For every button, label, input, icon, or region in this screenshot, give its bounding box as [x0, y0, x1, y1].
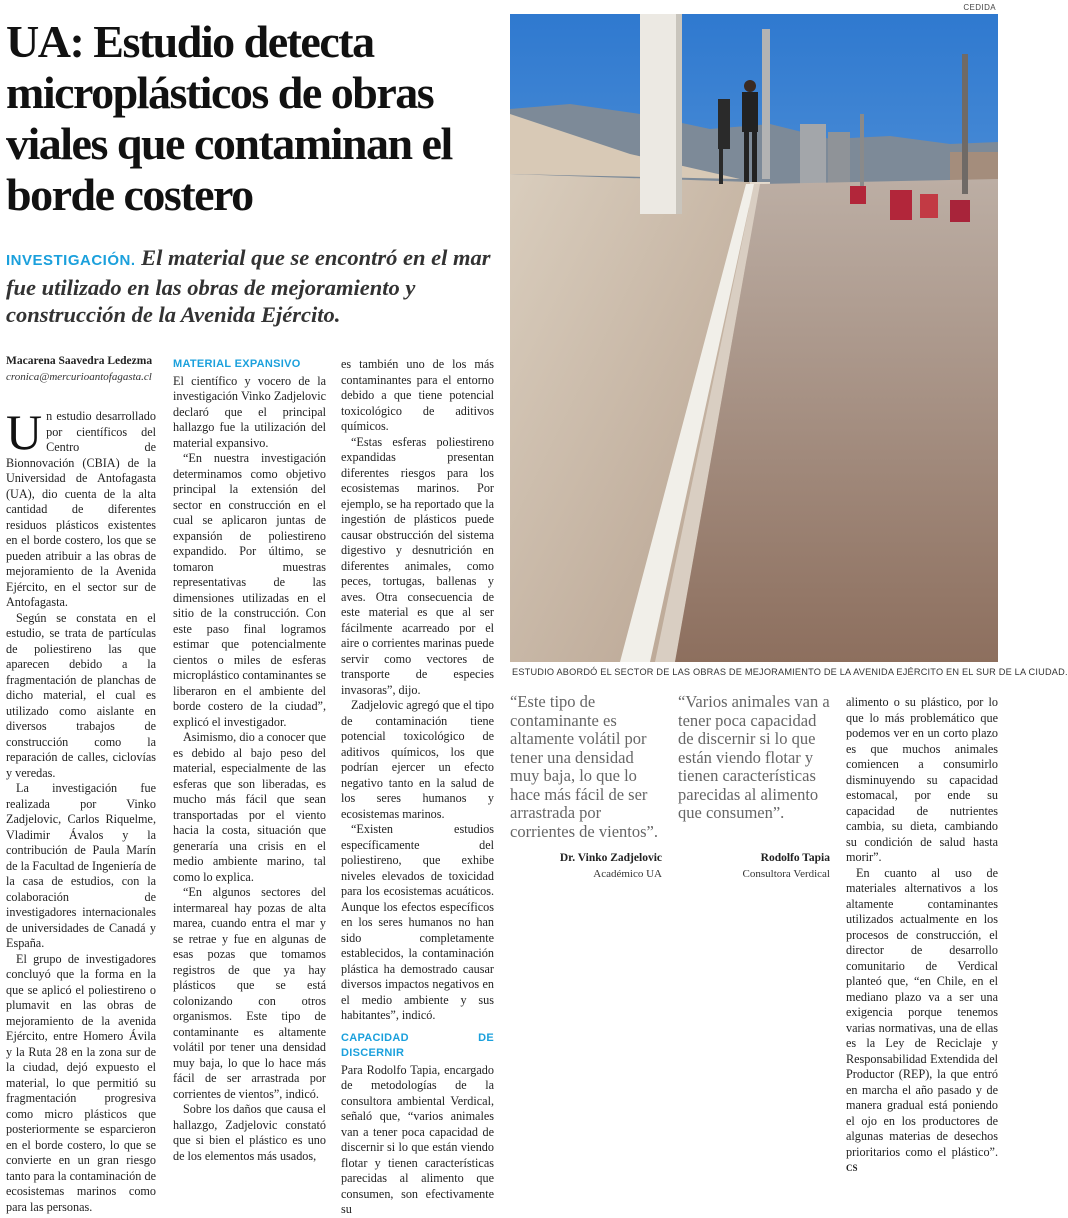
- building: [800, 124, 826, 184]
- article-paragraph: Un estudio desarrollado por científicos del Centro de Bionnovación (CBIA) de la Universidad de Antofagasta (UA), dio cuenta de la alta cantidad de diferentes residuos plásticos existentes en el borde costero, los que se pueden atribuir a las obras de mejoramiento de la Avenida Ejército, en el sector sur de Antofagasta.: [6, 404, 156, 609]
- article-paragraph: Zadjelovic agregó que el tipo de contaminación tiene potencial toxicológico de aditivos químicos, los que podrían ejercer un efecto negativo tanto en la salud de los seres humanos y ecosistemas marinos.: [341, 698, 494, 821]
- article-paragraph: alimento o su plástico, por lo que lo más problemático que podemos ver en un corto plazo es que muchos animales comiencen a consumirlo disminuyendo su capacidad estomacal, por ende su capacidad de nutrientes cambia, su dieta, cambiando su condición de salud hasta morir”.: [846, 695, 998, 864]
- photo-caption: ESTUDIO ABORDÓ EL SECTOR DE LAS OBRAS DE MEJORAMIENTO DE LA AVENIDA EJÉRCITO EN EL SUR DE LA CIUDAD.: [512, 667, 1068, 677]
- article-paragraph: Según se constata en el estudio, se trata de partículas de poliestireno las que aparecen debido a la fragmentación de planchas de dicho material, el cual es utilizado como aislante en diversos trabajos de construcción como la reparación de calles, ciclovías y veredas.: [6, 610, 156, 780]
- deck-text: El material que se encontró en el mar fue utilizado en las obras de mejoramiento y construcción de la Avenida Ejército.: [6, 245, 491, 327]
- article-paragraph: El científico y vocero de la investigación Vinko Zadjelovic declaró que el principal hallazgo fue la utilización del material expansivo.: [173, 373, 326, 450]
- utility-pole: [962, 54, 968, 194]
- article-paragraph: es también uno de los más contaminantes para el entorno debido a que tiene potencial toxicológico de aditivos químicos.: [341, 357, 494, 433]
- dropcap: U: [6, 404, 43, 460]
- pull-quote-tapia: “Varios animales van a tener poca capacidad de discernir si lo que están viendo flotar y tienen características parecidas al alimento que consumen”.: [678, 692, 830, 822]
- utility-pole: [762, 29, 770, 179]
- article-paragraph: Para Rodolfo Tapia, encargado de metodologías de la consultora ambiental Verdical, señaló que, “varios animales van a tener poca capacidad de discernir si lo que están viendo flotar y tienen características parecidas al alimento que consumen, son efectivamente su: [341, 1062, 494, 1216]
- article-paragraph: “En nuestra investigación determinamos como objetivo principal la extensión del sector en construcción en el cual se aplicaron juntas de expansión de poliestireno expandido. Por último, se tomaron muestras representativas de las dimensiones utilizadas en el sitio de la construcción. Con este paso final logramos estimar que potencialmente cientos o miles de esferas microplástico contaminantes se liberaron en el ambiente del borde costero de la ciudad”, explicó el investigador.: [173, 451, 326, 729]
- article-paragraph: Asimismo, dio a conocer que es debido al bajo peso del material, especialmente de las esferas que son liberadas, es mucho más fácil que sean transportadas por el viento hacia la costa, situación que generaría una crisis en el medio ambiente marino, tal como lo explica.: [173, 730, 326, 884]
- article-paragraph: En cuanto al uso de materiales alternativos a los altamente contaminantes utilizados actualmente en los procesos de construcción, el director de desarrollo comunitario de Verdical planteó que, “en Chile, en el mediano plazo va a ser una exigencia porque tenemos varias normativas, una de ellas es la Ley de Reciclaje y Responsabilidad Extendida del Productor (REP), la que entró en marcha el año pasado y de manera gradual está poniendo el ojo en los productores de algunas materias de desechos prioritarios como el plástico”. CS: [846, 865, 998, 1173]
- quote-author-role: Académico UA: [593, 868, 662, 880]
- street-scene-illustration: [510, 14, 998, 662]
- deck: [6, 244, 496, 328]
- headline: UA: Estudio detecta microplásticos de obras viales que contaminan el borde costero: [6, 16, 452, 220]
- column-1: [6, 354, 156, 1215]
- article-photo: [510, 14, 998, 662]
- quote-author-name: Rodolfo Tapia: [760, 852, 830, 864]
- pull-quote-zadjelovic: “Este tipo de contaminante es altamente volátil por tener una densidad muy baja, lo que lo hace más fácil de ser arrastrada por corrientes de vientos”.: [510, 692, 658, 841]
- byline-email: cronica@mercurioantofagasta.cl: [6, 370, 152, 383]
- column-3: [341, 357, 494, 1218]
- byline-name: Macarena Saavedra Ledezma: [6, 355, 153, 367]
- article-paragraph: “Existen estudios específicamente del poliestireno, que exhibe niveles elevados de toxicidad para los ecosistemas acuáticos. Aunque los efectos específicos en los seres humanos no han sido completamente establecidos, la contaminación plástica ha demostrado causar diversos impactos negativos en el medio ambiente y sus habitantes”, indicó.: [341, 822, 494, 1022]
- subhead-capacidad-de-discernir: CAPACIDAD DE DISCERNIR: [341, 1031, 494, 1059]
- article-paragraph: “Estas esferas poliestireno expandidas presentan diferentes riesgos para los ecosistemas marinos. Por ejemplo, se ha reportado que la ingestión de plásticos puede causar obstrucción del sistema digestivo y desnutrición en diferentes animales, como peces, tortugas, ballenas y aves. Otra consecuencia de este material es que al ser fácilmente acarreado por el aire o corrientes marinas puede servir como vectores de transporte de especies invasoras”, dijo.: [341, 434, 494, 697]
- column-4: [846, 695, 998, 1177]
- article-paragraph: Sobre los daños que causa el hallazgo, Zadjelovic constató que si bien el plástico es uno de los elementos más usados,: [173, 1102, 326, 1163]
- article-paragraph: “En algunos sectores del intermareal hay pozas de alta marea, cuando entra el mar y se retrae y fue en algunas de esas pozas que tomamos registros de que ya hay plásticos que se está colonizando con otros organismos. Este tipo de contaminante es altamente volátil por tener una densidad muy baja, lo que lo hace más fácil de ser arrastrada por corrientes de vientos”, indicó.: [173, 885, 326, 1101]
- deck-kicker: INVESTIGACIÓN.: [6, 252, 136, 269]
- quote-author-role: Consultora Verdical: [742, 868, 830, 880]
- column-2: [173, 357, 326, 1164]
- photo-credit: CEDIDA: [963, 3, 996, 12]
- building: [828, 132, 850, 184]
- lamp-post: [640, 14, 682, 214]
- article-paragraph: La investigación fue realizada por Vinko Zadjelovic, Carlos Riquelme, Vladimir Ávalos y la contribución de Paula Marín de la Facultad de Ingeniería de la casa de estudios, con la colaboración de investigadores internacionales de universidades de Canadá y España.: [6, 781, 156, 950]
- quote-author-name: Dr. Vinko Zadjelovic: [559, 852, 662, 864]
- article-paragraph: El grupo de investigadores concluyó que la forma en la que se aplicó el poliestireno o plumavit en las obras de mejoramiento de la avenida Ejército, entre Homero Ávila y la Ruta 28 en la zona sur de la ciudad, dejó expuesto el material, lo que permitió su fragmentación progresiva como micro plásticos que posteriormente se esparcieron en el borde costero, lo que se convierte en un gran riesgo tanto para la contaminación de ecosistemas marinos como para las personas.: [6, 951, 156, 1214]
- end-mark: CS: [846, 1163, 858, 1173]
- subhead-material-expansivo: MATERIAL EXPANSIVO: [173, 358, 301, 370]
